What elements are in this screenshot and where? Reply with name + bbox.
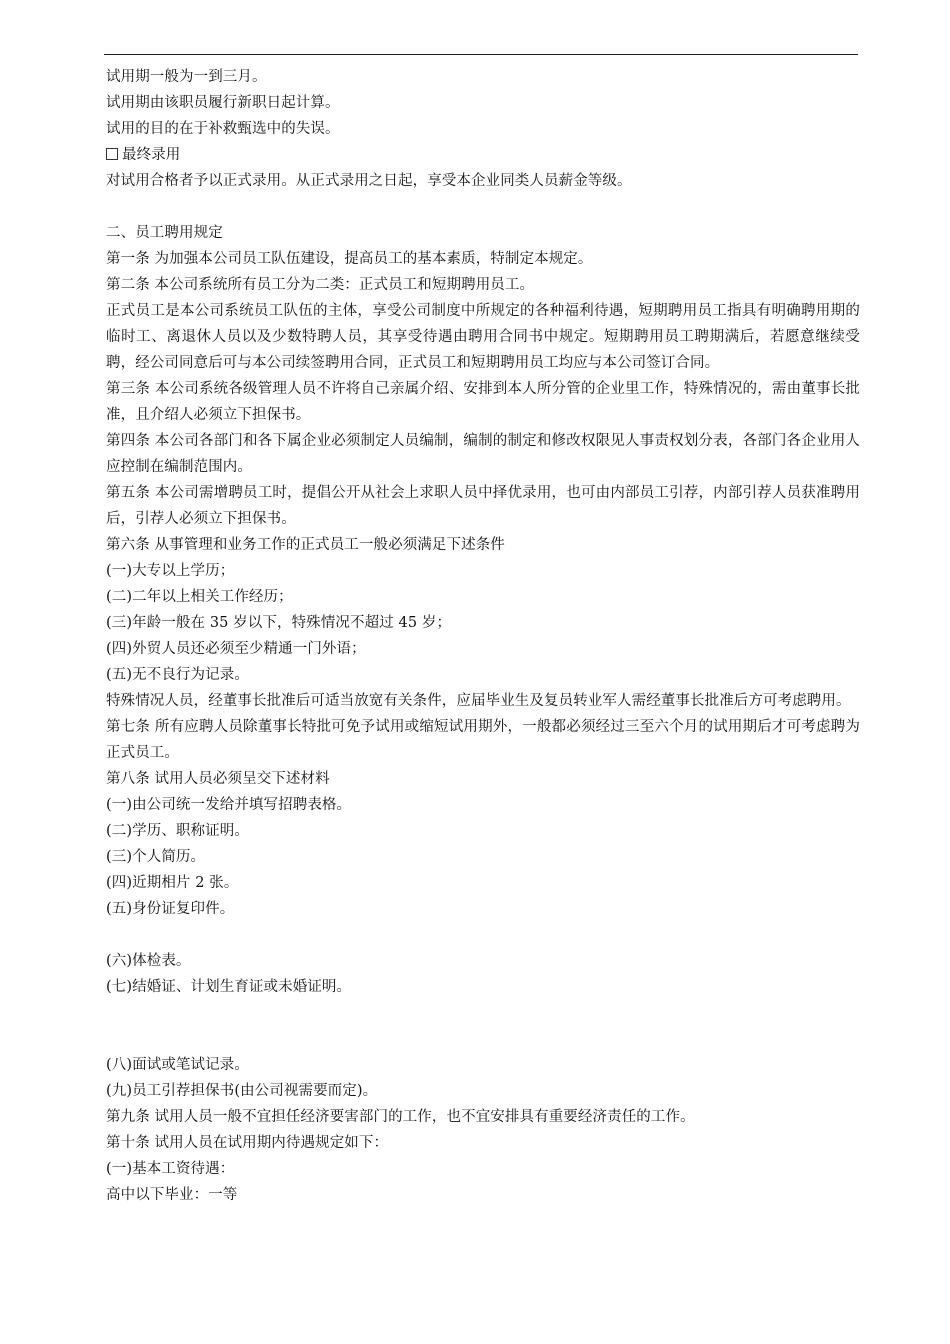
article-4: 第四条 本公司各部门和各下属企业必须制定人员编制，编制的制定和修改权限见人事责权划分表，各部门各企业用人应控制在编制范围内。 <box>106 433 860 475</box>
list-item: (五)身份证复印件。 <box>106 901 235 917</box>
list-item: (九)员工引荐担保书(由公司视需要而定)。 <box>106 1083 378 1099</box>
article-2: 第二条 本公司系统所有员工分为二类：正式员工和短期聘用员工。 <box>106 277 535 293</box>
text-line: 试用期由该职员履行新职日起计算。 <box>106 95 340 111</box>
blank-line <box>106 922 860 948</box>
blank-line <box>106 194 860 220</box>
section-heading: 二、员工聘用规定 <box>106 225 223 241</box>
article-5: 第五条 本公司需增聘员工时，提倡公开从社会上求职人员中择优录用，也可由内部员工引荐，内部引荐人员获准聘用后，引荐人必须立下担保书。 <box>106 485 860 527</box>
list-item: (七)结婚证、计划生育证或未婚证明。 <box>106 979 352 995</box>
list-item: (一)由公司统一发给并填写招聘表格。 <box>106 797 352 813</box>
text-line: 试用期一般为一到三月。 <box>106 69 267 85</box>
list-item: (五)无不良行为记录。 <box>106 667 249 683</box>
list-item: (三)年龄一般在 35 岁以下，特殊情况不超过 45 岁； <box>106 615 452 631</box>
header-rule <box>104 54 858 55</box>
article-1: 第一条 为加强本公司员工队伍建设，提高员工的基本素质，特制定本规定。 <box>106 251 593 267</box>
text-line: 高中以下毕业：一等 <box>106 1187 238 1203</box>
list-item: (三)个人简历。 <box>106 849 206 865</box>
list-item: (一)大专以上学历； <box>106 563 235 579</box>
article-3: 第三条 本公司系统各级管理人员不许将自己亲属介绍、安排到本人所分管的企业里工作，特殊情况的，需由董事长批准，且介绍人必须立下担保书。 <box>106 381 860 423</box>
document-body <box>106 64 860 1208</box>
article-7: 第七条 所有应聘人员除董事长特批可免予试用或缩短试用期外，一般都必须经过三至六个月的试用期后才可考虑聘为正式员工。 <box>106 719 860 761</box>
article-8: 第八条 试用人员必须呈交下述材料 <box>106 771 330 787</box>
final-hire-label: 最终录用 <box>122 147 181 163</box>
checkbox-icon <box>106 148 118 160</box>
list-item: (四)外贸人员还必须至少精通一门外语； <box>106 641 366 657</box>
article-10: 第十条 试用人员在试用期内待遇规定如下： <box>106 1135 389 1151</box>
list-item: (四)近期相片 2 张。 <box>106 875 239 891</box>
list-item: (六)体检表。 <box>106 953 191 969</box>
list-item: (八)面试或笔试记录。 <box>106 1057 249 1073</box>
text-line: 试用的目的在于补救甄选中的失误。 <box>106 121 340 137</box>
paragraph-staff-types: 正式员工是本公司系统员工队伍的主体，享受公司制度中所规定的各种福利待遇，短期聘用员工指具有明确聘用期的临时工、离退休人员以及少数特聘人员，其享受待遇由聘用合同书中规定。短期聘用员工聘期满后，若愿意继续受聘，经公司同意后可与本公司续签聘用合同，正式员工和短期聘用员工均应与本公司签订合同。 <box>106 303 860 371</box>
final-hire-heading <box>106 142 860 168</box>
list-item: (二)二年以上相关工作经历； <box>106 589 293 605</box>
article-9: 第九条 试用人员一般不宜担任经济要害部门的工作，也不宜安排具有重要经济责任的工作。 <box>106 1109 695 1125</box>
list-item: (一)基本工资待遇： <box>106 1161 235 1177</box>
blank-lines <box>106 1000 860 1052</box>
article-6: 第六条 从事管理和业务工作的正式员工一般必须满足下述条件 <box>106 537 505 553</box>
paragraph-special-cases: 特殊情况人员，经董事长批准后可适当放宽有关条件，应届毕业生及复员转业军人需经董事长批准后方可考虑聘用。 <box>106 693 851 709</box>
list-item: (二)学历、职称证明。 <box>106 823 249 839</box>
text-line: 对试用合格者予以正式录用。从正式录用之日起，享受本企业同类人员薪金等级。 <box>106 173 632 189</box>
